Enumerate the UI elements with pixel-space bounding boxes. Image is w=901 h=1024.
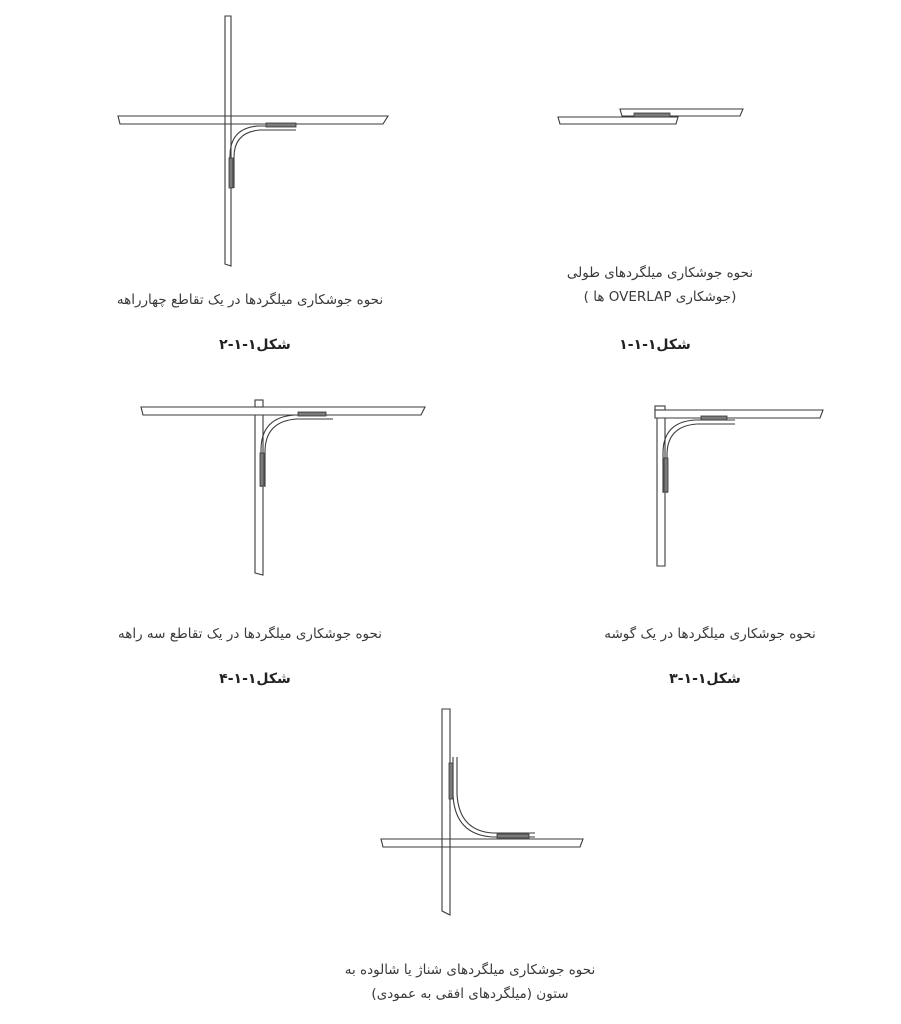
label-fig-1-1-2: شکل۱-۱-۲ xyxy=(219,337,291,353)
caption-column: نحوه جوشکاری میلگردهای شناژ یا شالوده به ستون (میلگردهای افقی به عمودی) xyxy=(344,962,596,1002)
overlap-splice-diagram xyxy=(550,100,750,135)
caption-three-way: نحوه جوشکاری میلگردها در یک تقاطع سه راهه xyxy=(118,626,382,642)
vertical-weld xyxy=(260,453,264,486)
horizontal-rebar xyxy=(118,116,388,124)
horizontal-weld xyxy=(497,834,529,838)
vertical-weld xyxy=(229,158,233,188)
bent-rebar xyxy=(230,126,296,188)
lower-rebar xyxy=(558,117,678,124)
vertical-weld xyxy=(664,458,668,492)
caption-four-way: نحوه جوشکاری میلگردها در یک تقاطع چهارراهه xyxy=(116,292,384,308)
label-fig-1-1-1: شکل۱-۱-۱ xyxy=(619,337,691,353)
vertical-rebar xyxy=(225,16,231,266)
four-way-intersection-diagram xyxy=(110,10,400,275)
caption-corner: نحوه جوشکاری میلگردها در یک گوشه xyxy=(604,626,816,642)
bent-rebar xyxy=(261,415,333,487)
column-foundation-diagram xyxy=(375,705,590,920)
caption-overlap: نحوه جوشکاری میلگردهای طولی (جوشکاری OVERLAP ها ) xyxy=(566,265,754,305)
horizontal-rebar xyxy=(381,839,583,847)
bent-rebar xyxy=(453,757,535,837)
horizontal-weld xyxy=(298,412,326,416)
vertical-weld xyxy=(449,763,453,799)
corner-diagram xyxy=(645,398,830,573)
three-way-intersection-diagram xyxy=(133,395,433,580)
vertical-column-rebar xyxy=(442,709,450,915)
horizontal-weld xyxy=(701,416,727,420)
horizontal-rebar xyxy=(655,410,823,418)
overlap-weld xyxy=(634,113,670,117)
label-fig-1-1-3: شکل۱-۱-۳ xyxy=(669,671,741,687)
label-fig-1-1-4: شکل۱-۱-۴ xyxy=(219,671,291,687)
horizontal-rebar xyxy=(141,407,425,415)
bent-rebar xyxy=(663,420,735,493)
horizontal-weld xyxy=(266,123,296,127)
